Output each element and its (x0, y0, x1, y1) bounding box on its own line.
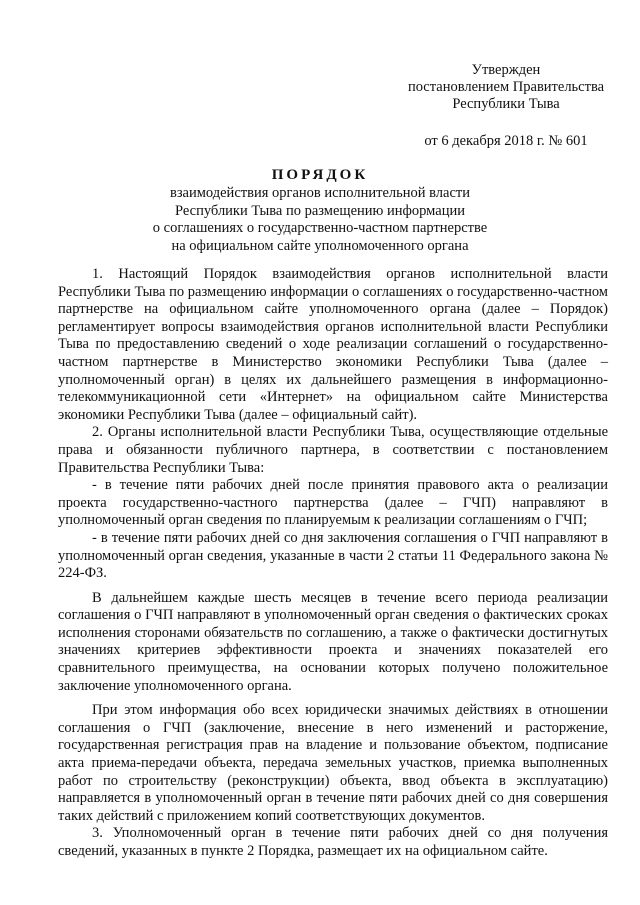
subtitle-line-1: взаимодействия органов исполнительной власти (169, 185, 471, 201)
paragraph-2-item-1: - в течение пяти рабочих дней после принятия правового акта о реализации проекта государственно-частного партнерства (далее – ГЧП) направляют в уполномоченный орган сведения по планируемым к реализации соглашениям о ГЧП; (58, 477, 608, 529)
paragraph-further: В дальнейшем каждые шесть месяцев в течение всего периода реализации соглашения о ГЧП направляют в уполномоченный орган сведения о фактических сроках исполнения сторонами обязательств по соглашению, а также о фактически достигнутых значениях критериев эффективности проекта и значениях показателей его сравнительного преимущества, на основании которых получено положительное заключение уполномоченного органа. (58, 589, 608, 694)
approval-block (396, 62, 616, 150)
document-body (58, 266, 608, 861)
paragraph-3: 3. Уполномоченный орган в течение пяти рабочих дней со дня получения сведений, указанных в пункте 2 Порядка, размещает их на официальном сайте. (58, 825, 608, 859)
approval-line-2: постановлением Правительства (407, 79, 605, 95)
paragraph-2: 2. Органы исполнительной власти Республики Тыва, осуществляющие отдельные права и обязанности публичного партнера, в соответствии с постановлением Правительства Республики Тыва: (58, 424, 608, 476)
document-subtitle (120, 185, 520, 255)
paragraph-1: 1. Настоящий Порядок взаимодействия органов исполнительной власти Республики Тыва по размещению информации о соглашениях о государственно-частном партнерстве на официальном сайте уполномоченного органа (далее – Порядок) регламентирует вопросы взаимодействия органов исполнительной власти Республики Тыва по предоставлению сведений о ходе реализации соглашений о государственно-частном партнерстве в Министерство экономики Республики Тыва (далее – уполномоченный орган) в целях их дальнейшего размещения в информационно-телекоммуникационной сети «Интернет» на официальном сайте Министерства экономики Республики Тыва (далее – официальный сайт). (58, 266, 608, 423)
paragraph-2-item-2: - в течение пяти рабочих дней со дня заключения соглашения о ГЧП направляют в уполномоченный орган сведения, указанные в части 2 статьи 11 Федерального закона № 224-ФЗ. (58, 529, 608, 582)
paragraph-legal-actions: При этом информация обо всех юридически значимых действиях в отношении соглашения о ГЧП (заключение, внесение в него изменений и расторжение, государственная регистрация прав на владение и пользование объектом, подписание акта приема-передачи объекта, передача земельных участков, приемка выполненных работ по строительству (реконструкции) объекта, ввод объекта в эксплуатацию) направляется в уполномоченный орган в течение пяти рабочих дней со дня совершения таких действий с приложением копий соответствующих документов. (58, 702, 608, 824)
subtitle-line-2: Республики Тыва по размещению информации (175, 202, 465, 219)
document-title: ПОРЯДОК (271, 167, 369, 183)
approval-line-3: Республики Тыва (452, 96, 560, 112)
approval-line-1: Утвержден (471, 62, 541, 78)
subtitle-line-3: о соглашениях о государственно-частном партнерстве (152, 220, 488, 236)
subtitle-line-4: на официальном сайте уполномоченного органа (171, 237, 469, 254)
approval-date: от 6 декабря 2018 г. № 601 (424, 133, 588, 149)
